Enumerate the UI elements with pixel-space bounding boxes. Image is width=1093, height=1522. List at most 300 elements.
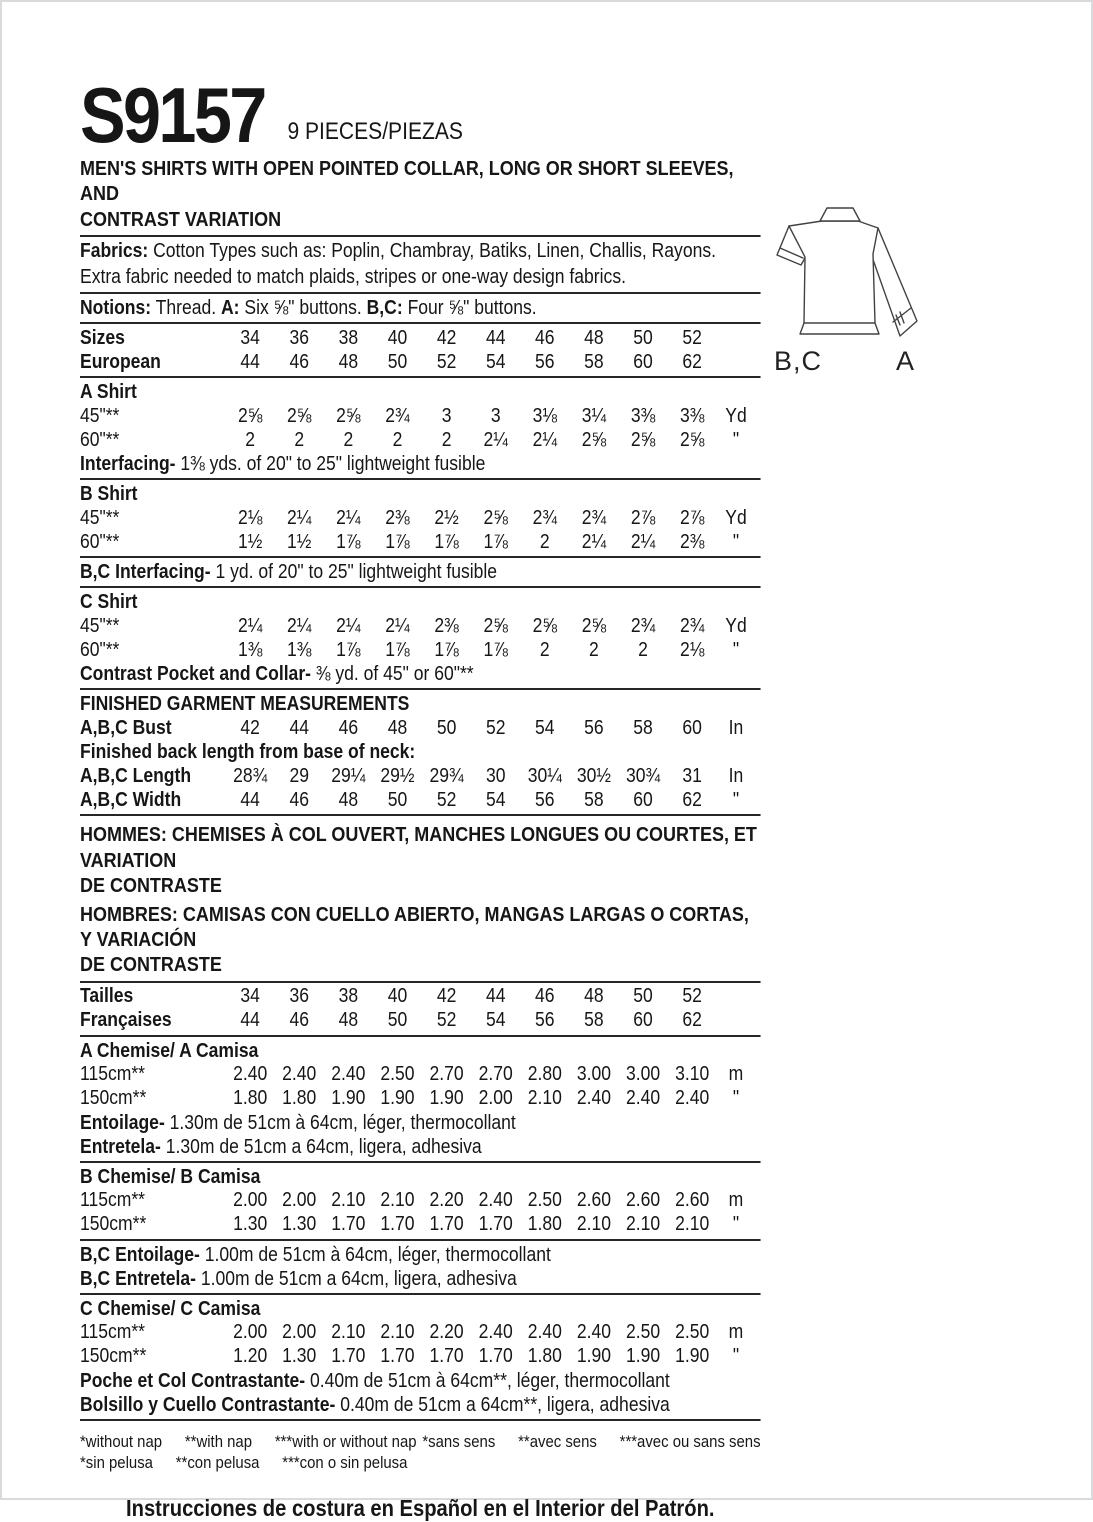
- row-cell: 48: [584, 985, 604, 1008]
- row-cell: 29: [289, 764, 310, 787]
- row-cell: 2⅝: [336, 404, 361, 427]
- row-cell: 2.10: [527, 1087, 562, 1110]
- row-cell: 48: [338, 1009, 359, 1032]
- row-unit: In: [728, 764, 744, 787]
- row-cell: 50: [387, 350, 408, 373]
- size-table: [80, 326, 761, 374]
- entretela-note: Entretela- 1.30m de 51cm a 64cm, ligera, adhesiva: [80, 1135, 482, 1158]
- row-cell: 2¼: [532, 428, 558, 451]
- row-cell: 1⅞: [483, 530, 508, 553]
- divider: [80, 586, 761, 588]
- divider: [80, 981, 761, 983]
- row-cell: 1.70: [478, 1345, 513, 1368]
- shirt-illustration: [772, 194, 944, 376]
- row-cell: 3⅜: [679, 404, 705, 427]
- footnote-item: *sans sens: [422, 1431, 496, 1451]
- row-cell: 2¼: [237, 614, 263, 637]
- table-row: [80, 764, 761, 788]
- row-label: 150cm**: [80, 1087, 147, 1110]
- row-cell: 1.90: [576, 1345, 611, 1368]
- row-cell: 52: [436, 350, 457, 373]
- section-c-chemise: C Chemise/ C Camisa: [80, 1297, 261, 1320]
- row-cell: 2.40: [527, 1321, 562, 1344]
- row-cell: 44: [485, 985, 506, 1008]
- row-cell: 1.70: [380, 1345, 415, 1368]
- row-cell: 1.70: [429, 1345, 464, 1368]
- row-cell: 2¼: [630, 530, 656, 553]
- row-cell: 52: [682, 326, 702, 349]
- row-cell: 2: [245, 428, 256, 451]
- row-cell: 2.10: [331, 1189, 366, 1212]
- row-cell: 44: [485, 326, 506, 349]
- row-unit: ": [732, 638, 740, 661]
- row-cell: 3.00: [576, 1063, 611, 1086]
- title-es-line-2: DE CONTRASTE: [80, 953, 222, 977]
- divider: [80, 814, 761, 816]
- table-row: [80, 638, 761, 662]
- row-cell: 2.40: [576, 1321, 611, 1344]
- view-label-a: A: [896, 346, 916, 376]
- row-cell: 34: [240, 985, 260, 1008]
- title-line-2: CONTRAST VARIATION: [80, 207, 282, 231]
- row-cell: 31: [682, 764, 702, 787]
- row-label: 60"**: [80, 428, 120, 451]
- footnote-item: *sin pelusa: [80, 1452, 153, 1472]
- row-cell: 54: [485, 1009, 506, 1032]
- a-interfacing-note: Interfacing- 1⅜ yds. of 20" to 25" lightweight fusible: [80, 453, 486, 476]
- row-cell: 2⅜: [385, 506, 410, 529]
- row-unit: ": [732, 1345, 740, 1368]
- divider: [80, 556, 761, 558]
- divider: [80, 1239, 761, 1241]
- row-cell: 2⅝: [237, 404, 263, 427]
- row-unit: ": [732, 530, 740, 553]
- bust-table: [80, 716, 761, 740]
- row-label: 45"**: [80, 614, 120, 637]
- row-cell: 1.70: [478, 1213, 513, 1236]
- row-cell: 28¾: [233, 764, 268, 787]
- row-label: 45"**: [80, 506, 120, 529]
- divider: [80, 688, 761, 690]
- table-row: [80, 404, 761, 428]
- row-unit: m: [728, 1189, 744, 1212]
- row-cell: 1.30: [282, 1213, 317, 1236]
- footnote-item: **avec sens: [518, 1431, 597, 1451]
- row-cell: 2.70: [478, 1063, 513, 1086]
- table-row: [80, 428, 761, 452]
- row-cell: 46: [338, 716, 359, 739]
- row-label: A,B,C Width: [80, 788, 182, 811]
- row-cell: 3⅜: [630, 404, 656, 427]
- row-cell: 42: [240, 716, 260, 739]
- divider: [80, 478, 761, 480]
- row-cell: 40: [387, 326, 408, 349]
- row-cell: 1½: [237, 530, 263, 553]
- row-cell: 56: [584, 716, 604, 739]
- a-shirt-yardage-table: [80, 404, 761, 452]
- row-cell: 1.90: [380, 1087, 415, 1110]
- row-cell: 2¼: [287, 614, 312, 637]
- row-cell: 1.80: [233, 1087, 268, 1110]
- table-row: [80, 530, 761, 554]
- row-cell: 2¼: [385, 614, 410, 637]
- row-cell: 2⅝: [679, 428, 705, 451]
- row-cell: 2.40: [576, 1087, 611, 1110]
- row-cell: 36: [289, 985, 310, 1008]
- tailles-table: [80, 985, 761, 1033]
- divider: [80, 1293, 761, 1295]
- table-row: [80, 985, 761, 1009]
- row-cell: 2.60: [675, 1189, 710, 1212]
- table-row: [80, 350, 761, 374]
- row-cell: 29¾: [429, 764, 464, 787]
- row-label: A,B,C Bust: [80, 716, 172, 739]
- title-es-line-1: HOMBRES: CAMISAS CON CUELLO ABIERTO, MANGAS LARGAS O CORTAS, Y VARIACIÓN: [80, 902, 749, 952]
- row-cell: 2.00: [282, 1321, 317, 1344]
- hem-band: [800, 323, 879, 334]
- row-cell: 50: [633, 985, 653, 1008]
- row-cell: 60: [633, 1009, 653, 1032]
- row-unit: Yd: [725, 506, 747, 529]
- bc-interfacing-note: B,C Interfacing- 1 yd. of 20" to 25" lightweight fusible: [80, 561, 498, 584]
- row-cell: 56: [535, 1009, 555, 1032]
- row-cell: 2.40: [478, 1321, 513, 1344]
- row-cell: 1.90: [331, 1087, 366, 1110]
- footnote-row-2: [80, 1452, 761, 1473]
- row-cell: 2.00: [233, 1321, 268, 1344]
- row-cell: 60: [682, 716, 702, 739]
- row-cell: 44: [289, 716, 310, 739]
- row-label: A,B,C Length: [80, 764, 192, 787]
- row-cell: 2.10: [380, 1189, 415, 1212]
- row-cell: 2.10: [576, 1213, 611, 1236]
- row-cell: 30½: [576, 764, 611, 787]
- row-cell: 2: [294, 428, 305, 451]
- row-cell: 1⅜: [237, 638, 263, 661]
- row-cell: 40: [387, 985, 408, 1008]
- row-cell: 52: [485, 716, 506, 739]
- row-cell: 52: [436, 1009, 457, 1032]
- row-cell: 2¾: [679, 614, 705, 637]
- row-cell: 62: [682, 788, 702, 811]
- row-cell: 56: [535, 788, 555, 811]
- notions-text: Notions: Thread. A: Six ⅝" buttons. B,C: Four ⅝" buttons.: [80, 297, 537, 320]
- row-cell: 1⅞: [434, 530, 459, 553]
- bc-entoilage-note: B,C Entoilage- 1.00m de 51cm à 64cm, léger, thermocollant: [80, 1243, 551, 1266]
- row-cell: 46: [289, 788, 310, 811]
- view-label-bc: B,C: [774, 346, 823, 376]
- entoilage-note: Entoilage- 1.30m de 51cm à 64cm, léger, thermocollant: [80, 1111, 516, 1134]
- fabrics-text: Fabrics: Cotton Types such as: Poplin, Chambray, Batiks, Linen, Challis, Rayons. Extra fabric needed to match plaids, stripes or one-way design fabrics.: [80, 240, 716, 288]
- row-label: Sizes: [80, 326, 125, 349]
- row-unit: In: [728, 716, 744, 739]
- title-french: [80, 822, 761, 898]
- row-cell: 44: [240, 788, 260, 811]
- footnote-item: ***avec ou sans sens: [619, 1431, 761, 1451]
- row-cell: 60: [633, 788, 653, 811]
- row-cell: 2: [638, 638, 648, 661]
- row-cell: 2.50: [527, 1189, 562, 1212]
- divider: [80, 1161, 761, 1163]
- title-english: [80, 156, 761, 232]
- row-unit: ": [732, 1087, 740, 1110]
- row-cell: 3: [490, 404, 501, 427]
- row-cell: 1.90: [675, 1345, 710, 1368]
- row-cell: 58: [584, 350, 604, 373]
- row-cell: 46: [535, 326, 555, 349]
- row-cell: 2.10: [625, 1213, 661, 1236]
- row-cell: 46: [535, 985, 555, 1008]
- row-cell: 2.20: [429, 1189, 464, 1212]
- row-label: Françaises: [80, 1009, 172, 1032]
- row-cell: 2¼: [483, 428, 508, 451]
- row-label: 60"**: [80, 530, 120, 553]
- row-cell: 50: [387, 788, 408, 811]
- row-cell: 2⅝: [483, 506, 508, 529]
- divider: [80, 292, 761, 294]
- row-cell: 2.80: [527, 1063, 562, 1086]
- row-cell: 1.70: [331, 1213, 366, 1236]
- row-cell: 50: [633, 326, 653, 349]
- row-cell: 50: [387, 1009, 408, 1032]
- section-c-shirt: C Shirt: [80, 591, 138, 614]
- divider: [80, 322, 761, 324]
- row-cell: 2⅛: [679, 638, 705, 661]
- footnotes: [80, 1431, 761, 1473]
- row-cell: 48: [338, 350, 359, 373]
- row-cell: 54: [535, 716, 555, 739]
- content-column: [80, 71, 761, 1522]
- footnotes-english: [80, 1431, 417, 1452]
- row-cell: 62: [682, 350, 702, 373]
- table-row: [80, 506, 761, 530]
- table-row: [80, 1321, 761, 1345]
- row-cell: 42: [436, 985, 457, 1008]
- shirt-line-art: [772, 194, 944, 376]
- row-cell: 1.30: [282, 1345, 317, 1368]
- row-cell: 2¼: [336, 614, 361, 637]
- table-row: [80, 1063, 761, 1087]
- table-row: [80, 1189, 761, 1213]
- row-cell: 62: [682, 1009, 702, 1032]
- row-cell: 58: [584, 788, 604, 811]
- row-cell: 1⅞: [385, 638, 410, 661]
- row-label: 45"**: [80, 404, 120, 427]
- row-cell: 2⅝: [581, 614, 607, 637]
- row-cell: 44: [240, 1009, 260, 1032]
- row-cell: 2¾: [581, 506, 607, 529]
- row-cell: 1.30: [233, 1213, 268, 1236]
- row-cell: 2.40: [625, 1087, 661, 1110]
- row-cell: 48: [338, 788, 359, 811]
- row-cell: 2.40: [233, 1063, 268, 1086]
- row-unit: m: [728, 1321, 744, 1344]
- row-cell: 2: [441, 428, 452, 451]
- bc-entretela-note: B,C Entretela- 1.00m de 51cm a 64cm, ligera, adhesiva: [80, 1267, 517, 1290]
- row-cell: 1⅞: [434, 638, 459, 661]
- long-sleeve-shape: [870, 228, 917, 336]
- row-cell: 2.50: [675, 1321, 710, 1344]
- divider: [80, 1035, 761, 1037]
- row-cell: 1⅞: [336, 638, 361, 661]
- footnote-item: **with nap: [184, 1431, 253, 1451]
- row-cell: 1½: [287, 530, 312, 553]
- section-a-chemise: A Chemise/ A Camisa: [80, 1039, 259, 1062]
- row-cell: 54: [485, 350, 506, 373]
- row-cell: 56: [535, 350, 555, 373]
- row-cell: 2: [392, 428, 403, 451]
- row-cell: 54: [485, 788, 506, 811]
- row-label: 115cm**: [80, 1063, 146, 1086]
- table-row: [80, 614, 761, 638]
- row-cell: 2: [343, 428, 354, 451]
- footnote-item: *without nap: [80, 1431, 163, 1451]
- footnote-item: ***con o sin pelusa: [282, 1452, 408, 1472]
- divider: [80, 376, 761, 378]
- row-cell: 2.00: [282, 1189, 317, 1212]
- row-cell: 2⅝: [630, 428, 656, 451]
- row-cell: 2.00: [233, 1189, 268, 1212]
- row-cell: 3.10: [675, 1063, 710, 1086]
- a-chemise-metric-table: [80, 1063, 761, 1111]
- divider: [80, 235, 761, 237]
- row-cell: 3.00: [625, 1063, 661, 1086]
- row-cell: 48: [387, 716, 408, 739]
- finished-measurements-heading: FINISHED GARMENT MEASUREMENTS: [80, 693, 410, 716]
- row-cell: 2¼: [581, 530, 607, 553]
- section-a-shirt: A Shirt: [80, 381, 137, 404]
- c-shirt-yardage-table: [80, 614, 761, 662]
- row-cell: 2⅜: [679, 530, 705, 553]
- row-cell: 2⅛: [237, 506, 263, 529]
- row-label: European: [80, 350, 161, 373]
- row-cell: 2.40: [478, 1189, 513, 1212]
- row-cell: 2.40: [331, 1063, 366, 1086]
- row-cell: 46: [289, 350, 310, 373]
- row-cell: 48: [584, 326, 604, 349]
- section-b-chemise: B Chemise/ B Camisa: [80, 1165, 261, 1188]
- row-cell: 2¼: [336, 506, 361, 529]
- collar-shape: [820, 208, 860, 221]
- footnote-item: **con pelusa: [175, 1452, 260, 1472]
- row-unit: m: [728, 1063, 744, 1086]
- row-cell: 30¼: [527, 764, 562, 787]
- row-cell: 1.20: [233, 1345, 268, 1368]
- row-cell: 2⅞: [630, 506, 656, 529]
- back-length-note: Finished back length from base of neck:: [80, 741, 416, 764]
- row-cell: 2⅜: [434, 614, 459, 637]
- row-cell: 1.80: [282, 1087, 317, 1110]
- row-cell: 1⅜: [287, 638, 312, 661]
- row-cell: 2.50: [625, 1321, 661, 1344]
- row-unit: Yd: [725, 404, 747, 427]
- row-cell: 1⅞: [336, 530, 361, 553]
- shirt-body-outline: [789, 221, 878, 323]
- footnote-row-1: [80, 1431, 761, 1452]
- row-cell: 1.80: [527, 1213, 562, 1236]
- row-label: 60"**: [80, 638, 120, 661]
- table-row: [80, 326, 761, 350]
- row-label: 115cm**: [80, 1189, 146, 1212]
- row-cell: 2⅞: [679, 506, 705, 529]
- row-cell: 60: [633, 350, 653, 373]
- title-line-1: MEN'S SHIRTS WITH OPEN POINTED COLLAR, LONG OR SHORT SLEEVES, AND: [80, 157, 734, 206]
- poche-contrastante-note: Poche et Col Contrastante- 0.40m de 51cm à 64cm**, léger, thermocollant: [80, 1369, 670, 1392]
- row-unit: ": [732, 788, 740, 811]
- title-fr-line-2: DE CONTRASTE: [80, 874, 222, 898]
- row-cell: 2.50: [380, 1063, 415, 1086]
- footnotes-french: [422, 1431, 760, 1452]
- row-cell: 1.70: [380, 1213, 415, 1236]
- row-cell: 2⅝: [581, 428, 607, 451]
- row-cell: 38: [338, 326, 359, 349]
- divider: [80, 1419, 761, 1421]
- spanish-instructions-note: Instrucciones de costura en Español en el Interior del Patrón.: [126, 1494, 715, 1521]
- row-cell: 29½: [380, 764, 415, 787]
- pattern-number: S9157: [80, 71, 265, 160]
- row-cell: 3¼: [581, 404, 607, 427]
- row-cell: 46: [289, 1009, 310, 1032]
- length-width-table: [80, 764, 761, 812]
- row-cell: 2.40: [675, 1087, 710, 1110]
- table-row: [80, 716, 761, 740]
- header: [80, 71, 761, 160]
- row-cell: 2½: [434, 506, 459, 529]
- row-cell: 30¾: [625, 764, 661, 787]
- table-row: [80, 1087, 761, 1111]
- row-cell: 2⅝: [287, 404, 312, 427]
- row-cell: 38: [338, 985, 359, 1008]
- c-chemise-metric-table: [80, 1321, 761, 1369]
- row-cell: 2⅝: [483, 614, 508, 637]
- row-cell: 2.10: [675, 1213, 710, 1236]
- contrast-pocket-note: Contrast Pocket and Collar- ⅜ yd. of 45" or 60"**: [80, 663, 474, 686]
- row-cell: 52: [682, 985, 702, 1008]
- row-cell: 2¾: [532, 506, 558, 529]
- row-cell: 1.80: [527, 1345, 562, 1368]
- pieces-count: 9 PIECES/PIEZAS: [287, 118, 463, 145]
- row-label: 115cm**: [80, 1321, 146, 1344]
- row-cell: 50: [436, 716, 457, 739]
- row-unit: Yd: [725, 614, 747, 637]
- b-shirt-yardage-table: [80, 506, 761, 554]
- row-label: 150cm**: [80, 1345, 147, 1368]
- row-cell: 3: [441, 404, 452, 427]
- row-cell: 3⅛: [532, 404, 558, 427]
- row-cell: 2: [539, 530, 550, 553]
- row-cell: 1.90: [429, 1087, 464, 1110]
- row-cell: 2¾: [630, 614, 656, 637]
- row-cell: 2¾: [385, 404, 410, 427]
- row-label: 150cm**: [80, 1213, 147, 1236]
- row-cell: 1⅞: [483, 638, 508, 661]
- table-row: [80, 1009, 761, 1033]
- section-b-shirt: B Shirt: [80, 483, 138, 506]
- row-cell: 2: [539, 638, 550, 661]
- row-cell: 34: [240, 326, 260, 349]
- row-unit: ": [732, 428, 740, 451]
- row-cell: 29¼: [331, 764, 366, 787]
- row-cell: 36: [289, 326, 310, 349]
- row-cell: 2¼: [287, 506, 312, 529]
- row-cell: 1.70: [429, 1213, 464, 1236]
- b-chemise-metric-table: [80, 1189, 761, 1237]
- row-cell: 1⅞: [385, 530, 410, 553]
- row-cell: 2.40: [282, 1063, 317, 1086]
- row-cell: 58: [633, 716, 653, 739]
- row-cell: 44: [240, 350, 260, 373]
- row-cell: 30: [485, 764, 506, 787]
